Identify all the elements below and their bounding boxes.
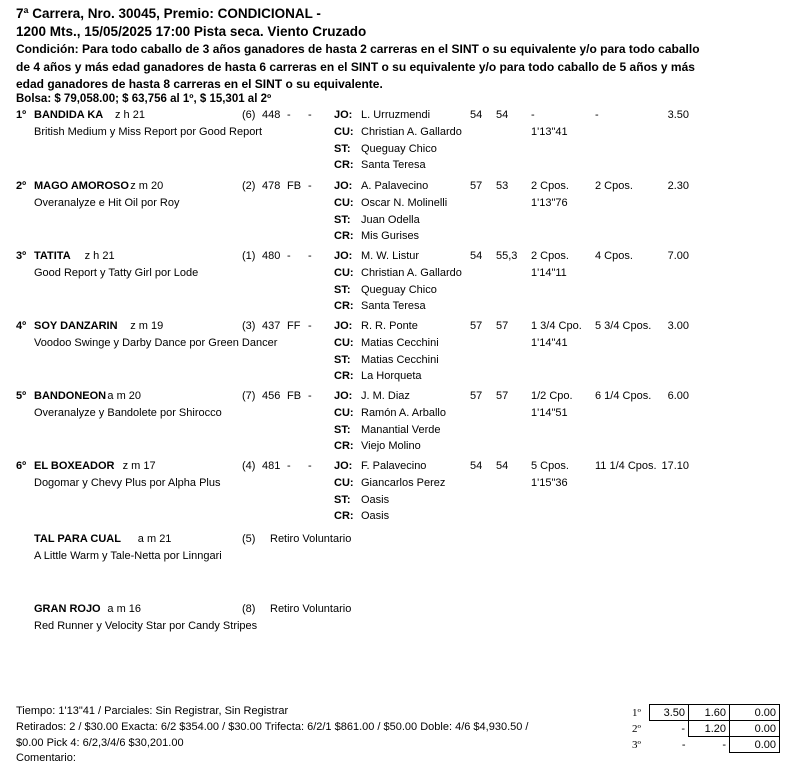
label-breeder: CR:	[334, 300, 354, 312]
horse-info: a m 16	[107, 603, 142, 615]
cumulative-margin: -	[595, 109, 599, 121]
horse-pedigree: Good Report y Tatty Girl por Lode	[34, 267, 199, 279]
odds: 3.50	[667, 109, 689, 121]
jockey-name: A. Palavecino	[361, 180, 429, 192]
cumulative-margin: 4 Cpos.	[595, 250, 633, 262]
weight-carried: 57	[496, 320, 509, 332]
payout-position: 1º	[632, 706, 641, 719]
distance-margin: 2 Cpos.	[531, 250, 569, 262]
finish-position: 6º	[16, 460, 27, 472]
breeder-name: Santa Teresa	[361, 300, 426, 312]
label-stud: ST:	[334, 494, 351, 506]
payout-table	[632, 704, 780, 753]
horse-pedigree: Dogomar y Chevy Plus por Alpha Plus	[34, 477, 221, 489]
payout-value: 0.00	[730, 705, 780, 721]
horse-info: z h 21	[84, 250, 115, 262]
footer-pick: $0.00 Pick 4: 6/2,3/4/6 $30,201.00	[16, 737, 184, 749]
payout-value: 3.50	[650, 705, 689, 721]
horse-info: a m 20	[107, 390, 142, 402]
extra-mark: -	[308, 180, 312, 192]
equipment: -	[287, 250, 291, 262]
jockey-name: L. Urruzmendi	[361, 109, 431, 121]
label-trainer: CU:	[334, 197, 354, 209]
breeder-name: La Horqueta	[361, 370, 422, 382]
horse-name: BANDIDA KA	[34, 109, 104, 121]
distance-margin: 1/2 Cpo.	[531, 390, 573, 402]
cumulative-margin: 6 1/4 Cpos.	[595, 390, 652, 402]
horse-name: SOY DANZARIN	[34, 320, 118, 332]
horse-name: GRAN ROJO	[34, 603, 101, 615]
jockey-name: R. R. Ponte	[361, 320, 418, 332]
trainer-name: Giancarlos Perez	[361, 477, 446, 489]
label-stud: ST:	[334, 354, 351, 366]
label-trainer: CU:	[334, 126, 354, 138]
extra-mark: -	[308, 320, 312, 332]
label-jockey: JO:	[334, 109, 353, 121]
race-purse: Bolsa: $ 79,058.00; $ 63,756 al 1º, $ 15,301 al 2º	[16, 93, 272, 105]
distance-margin: 2 Cpos.	[531, 180, 569, 192]
distance-margin: -	[531, 109, 535, 121]
post-position: (6)	[242, 109, 256, 121]
horse-weight: 480	[262, 250, 281, 262]
equipment: FB	[287, 180, 302, 192]
label-jockey: JO:	[334, 460, 353, 472]
label-trainer: CU:	[334, 407, 354, 419]
jockey-name: J. M. Diaz	[361, 390, 410, 402]
horse-pedigree: Voodoo Swinge y Darby Dance por Green Dancer	[34, 337, 278, 349]
weight-carried: 57	[496, 390, 509, 402]
race-time: 1'14"11	[531, 267, 567, 279]
race-condition: Condición: Para todo caballo de 3 años ganadores de hasta 2 carreras en el SINT o su equivalente y/o para todo caballo de 4 años y más edad ganadores de hasta 6 carreras en el SINT o su equivalente y/o para todo caballo de 5 años y más edad ganadores de hasta 8 carreras en el SINT o su equivalente.	[16, 42, 700, 91]
post-position: (2)	[242, 180, 256, 192]
post-position: (5)	[242, 533, 256, 545]
horse-weight: 481	[262, 460, 281, 472]
horse-name: MAGO AMOROSO	[34, 180, 129, 192]
post-position: (1)	[242, 250, 256, 262]
cumulative-margin: 5 3/4 Cpos.	[595, 320, 652, 332]
payout-row	[632, 721, 780, 737]
extra-mark: -	[308, 250, 312, 262]
odds: 6.00	[667, 390, 689, 402]
payout-value: 1.20	[689, 721, 730, 737]
race-time: 1'15"36	[531, 477, 568, 489]
race-time: 1'14"51	[531, 407, 568, 419]
horse-info: z m 19	[130, 320, 164, 332]
finish-position: 2º	[16, 180, 27, 192]
payout-position: 3º	[632, 738, 641, 751]
odds: 7.00	[667, 250, 689, 262]
weight-carried: 53	[496, 180, 509, 192]
race-title: 7ª Carrera, Nro. 30045, Premio: CONDICIONAL -	[16, 6, 321, 21]
payout-value: -	[681, 738, 686, 751]
label-jockey: JO:	[334, 180, 353, 192]
post-position: (7)	[242, 390, 256, 402]
post-position: (3)	[242, 320, 256, 332]
label-breeder: CR:	[334, 510, 354, 522]
label-trainer: CU:	[334, 267, 354, 279]
payout-position: 2º	[632, 722, 641, 735]
breeder-name: Oasis	[361, 510, 390, 522]
label-jockey: JO:	[334, 250, 353, 262]
weight-carried: 54	[496, 460, 509, 472]
label-breeder: CR:	[334, 159, 354, 171]
payout-value: -	[722, 738, 726, 751]
label-breeder: CR:	[334, 440, 354, 452]
odds: 3.00	[667, 320, 689, 332]
footer-bets: Retirados: 2 / $30.00 Exacta: 6/2 $354.00 / $30.00 Trifecta: 6/2/1 $861.00 / $50.00 Doble: 4/6 $4,930.50 /	[16, 721, 529, 733]
horse-pedigree: British Medium y Miss Report por Good Report	[34, 126, 263, 138]
race-time: 1'13"76	[531, 197, 568, 209]
odds: 2.30	[667, 180, 689, 192]
stud-name: Manantial Verde	[361, 424, 441, 436]
distance-margin: 1 3/4 Cpo.	[531, 320, 582, 332]
equipment: -	[287, 460, 291, 472]
horse-weight: 437	[262, 320, 281, 332]
payout-row	[632, 737, 780, 753]
trainer-name: Christian A. Gallardo	[361, 267, 462, 279]
label-breeder: CR:	[334, 230, 354, 242]
race-time: 1'13"41	[531, 126, 568, 138]
horse-pedigree: Red Runner y Velocity Star por Candy Stripes	[34, 620, 258, 632]
horse-info: a m 21	[137, 533, 172, 545]
label-jockey: JO:	[334, 320, 353, 332]
horse-name: TAL PARA CUAL	[34, 533, 121, 545]
horse-info: z m 17	[122, 460, 156, 472]
weight-assigned: 57	[470, 390, 483, 402]
stud-name: Juan Odella	[361, 214, 420, 226]
stud-name: Queguay Chico	[361, 284, 437, 296]
breeder-name: Viejo Molino	[361, 440, 421, 452]
label-trainer: CU:	[334, 337, 354, 349]
horse-weight: 478	[262, 180, 281, 192]
extra-mark: -	[308, 390, 312, 402]
label-stud: ST:	[334, 284, 351, 296]
weight-assigned: 57	[470, 180, 483, 192]
horse-info: z h 21	[115, 109, 145, 121]
breeder-name: Santa Teresa	[361, 159, 426, 171]
horse-name: TATITA	[34, 250, 71, 262]
label-stud: ST:	[334, 143, 351, 155]
trainer-name: Ramón A. Arballo	[361, 407, 446, 419]
stud-name: Oasis	[361, 494, 390, 506]
footer-time: Tiempo: 1'13"41 / Parciales: Sin Registrar, Sin Registrar	[16, 705, 289, 717]
weight-assigned: 54	[470, 250, 483, 262]
horse-name: EL BOXEADOR	[34, 460, 115, 472]
post-position: (8)	[242, 603, 256, 615]
weight-carried: 55,3	[496, 250, 518, 262]
horse-weight: 456	[262, 390, 281, 402]
trainer-name: Oscar N. Molinelli	[361, 197, 448, 209]
weight-assigned: 54	[470, 109, 483, 121]
stud-name: Matias Cecchini	[361, 354, 439, 366]
extra-mark: -	[308, 460, 312, 472]
withdrawal-status: Retiro Voluntario	[270, 533, 352, 545]
weight-assigned: 57	[470, 320, 483, 332]
distance-margin: 5 Cpos.	[531, 460, 569, 472]
stud-name: Queguay Chico	[361, 143, 437, 155]
extra-mark: -	[308, 109, 312, 121]
finish-position: 5º	[16, 390, 27, 402]
trainer-name: Matias Cecchini	[361, 337, 439, 349]
horse-weight: 448	[262, 109, 281, 121]
label-stud: ST:	[334, 214, 351, 226]
label-breeder: CR:	[334, 370, 354, 382]
jockey-name: M. W. Listur	[361, 250, 420, 262]
equipment: FB	[287, 390, 302, 402]
horse-pedigree: Overanalyze y Bandolete por Shirocco	[34, 407, 222, 419]
post-position: (4)	[242, 460, 256, 472]
finish-position: 4º	[16, 320, 27, 332]
finish-position: 3º	[16, 250, 27, 262]
label-stud: ST:	[334, 424, 351, 436]
label-trainer: CU:	[334, 477, 354, 489]
weight-carried: 54	[496, 109, 509, 121]
footer-comment: Comentario:	[16, 752, 76, 764]
horse-pedigree: Overanalyze e Hit Oil por Roy	[34, 197, 180, 209]
label-jockey: JO:	[334, 390, 353, 402]
cumulative-margin: 11 1/4 Cpos.	[595, 460, 657, 472]
trainer-name: Christian A. Gallardo	[361, 126, 462, 138]
horse-info: z m 20	[130, 180, 164, 192]
horse-name: BANDONEON	[34, 390, 107, 402]
odds: 17.10	[661, 460, 689, 472]
jockey-name: F. Palavecino	[361, 460, 427, 472]
finish-position: 1º	[16, 109, 27, 121]
payout-value: -	[681, 722, 685, 735]
payout-value: 1.60	[689, 705, 730, 721]
equipment: FF	[287, 320, 301, 332]
cumulative-margin: 2 Cpos.	[595, 180, 633, 192]
horse-pedigree: A Little Warm y Tale-Netta por Linngari	[34, 550, 222, 562]
payout-value: 0.00	[730, 737, 780, 753]
race-time: 1'14"41	[531, 337, 568, 349]
equipment: -	[287, 109, 291, 121]
payout-row	[632, 705, 780, 721]
breeder-name: Mis Gurises	[361, 230, 420, 242]
payout-value: 0.00	[730, 721, 780, 737]
race-details: 1200 Mts., 15/05/2025 17:00 Pista seca. Viento Cruzado	[16, 24, 367, 39]
weight-assigned: 54	[470, 460, 483, 472]
withdrawal-status: Retiro Voluntario	[270, 603, 352, 615]
